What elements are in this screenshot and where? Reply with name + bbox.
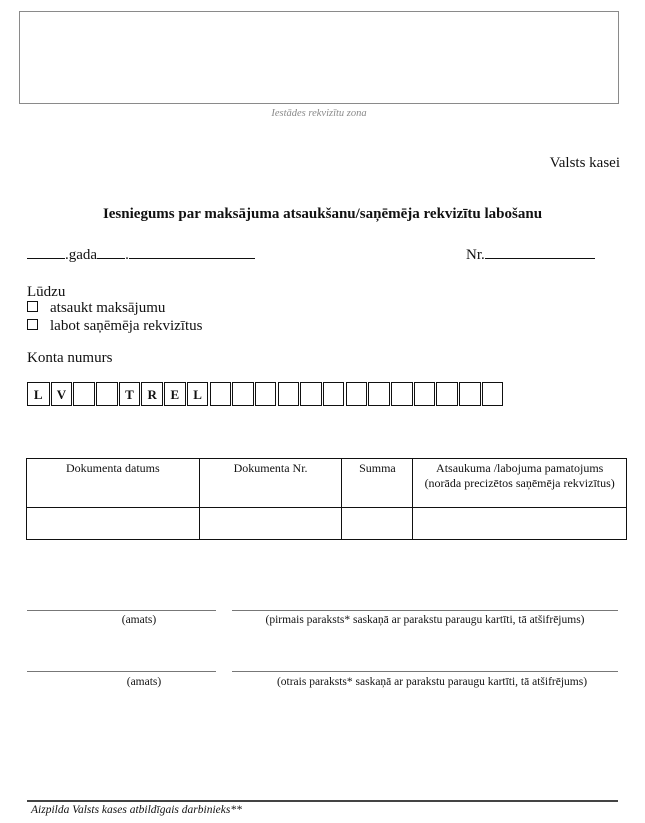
- account-digit-cell[interactable]: L: [28, 382, 50, 406]
- account-digit-cell[interactable]: [346, 382, 368, 406]
- account-digit-cell[interactable]: E: [164, 382, 186, 406]
- footer-note: Aizpilda Valsts kases atbildīgais darbinieks**: [31, 804, 242, 816]
- account-digit-cell[interactable]: R: [141, 382, 163, 406]
- account-digit-cell[interactable]: [414, 382, 436, 406]
- table-row: [27, 508, 627, 540]
- table-cell[interactable]: [199, 508, 342, 540]
- checkbox-icon[interactable]: [27, 301, 38, 312]
- number-label: Nr.: [466, 247, 485, 263]
- account-digit-cell[interactable]: L: [187, 382, 209, 406]
- column-header: Dokumenta datums: [27, 459, 200, 508]
- table-cell[interactable]: [27, 508, 200, 540]
- account-label: Konta numurs: [27, 350, 113, 366]
- documents-table: [26, 458, 627, 540]
- year-label: .gada: [65, 247, 98, 263]
- account-number-cells[interactable]: [27, 382, 503, 406]
- option-label: atsaukt maksājumu: [50, 300, 166, 316]
- table-header-row: [27, 459, 627, 508]
- option-label: labot saņēmēja rekvizītus: [50, 318, 203, 334]
- signature-caption-2: (otrais paraksts* saskaņā ar parakstu paraugu kartīti, tā atšifrējums): [276, 676, 588, 688]
- signature-caption-1: (pirmais paraksts* saskaņā ar parakstu paraugu kartīti, tā atšifrējums): [265, 614, 585, 626]
- number-line: [466, 246, 595, 264]
- account-digit-cell[interactable]: [436, 382, 458, 406]
- account-digit-cell[interactable]: V: [51, 382, 73, 406]
- account-digit-cell[interactable]: [459, 382, 481, 406]
- column-header: Summa: [342, 459, 413, 508]
- option-revoke-payment[interactable]: [27, 300, 165, 317]
- column-header: Dokumenta Nr.: [199, 459, 342, 508]
- account-digit-cell[interactable]: [210, 382, 232, 406]
- table-cell[interactable]: [413, 508, 627, 540]
- year-blank[interactable]: [27, 246, 65, 259]
- account-digit-cell[interactable]: [278, 382, 300, 406]
- position-caption-2: (amats): [126, 676, 162, 688]
- position-line-1[interactable]: [27, 610, 216, 611]
- institution-details-zone: [19, 11, 619, 104]
- recipient: Valsts kasei: [549, 155, 620, 171]
- request-label: Lūdzu: [27, 284, 66, 300]
- option-correct-details[interactable]: [27, 318, 202, 335]
- column-header: Atsaukuma /labojuma pamatojums (norāda precizētos saņēmēja rekvizītus): [413, 459, 627, 508]
- position-caption-1: (amats): [121, 614, 157, 626]
- document-title: Iesniegums par maksājuma atsaukšanu/saņēmēja rekvizītu labošanu: [102, 206, 543, 222]
- signature-line-1[interactable]: [232, 610, 618, 611]
- footer-divider: [27, 800, 618, 802]
- day-blank[interactable]: [97, 246, 125, 259]
- account-digit-cell[interactable]: [482, 382, 504, 406]
- account-digit-cell[interactable]: [323, 382, 345, 406]
- month-blank[interactable]: [129, 246, 255, 259]
- account-digit-cell[interactable]: [232, 382, 254, 406]
- account-digit-cell[interactable]: [300, 382, 322, 406]
- position-line-2[interactable]: [27, 671, 216, 672]
- number-blank[interactable]: [485, 246, 595, 259]
- checkbox-icon[interactable]: [27, 319, 38, 330]
- account-digit-cell[interactable]: [96, 382, 118, 406]
- account-digit-cell[interactable]: [73, 382, 95, 406]
- account-digit-cell[interactable]: [255, 382, 277, 406]
- institution-details-caption: Iestādes rekvizītu zona: [271, 108, 367, 119]
- date-dot: .: [125, 247, 129, 263]
- signature-line-2[interactable]: [232, 671, 618, 672]
- account-digit-cell[interactable]: [391, 382, 413, 406]
- table-cell[interactable]: [342, 508, 413, 540]
- account-digit-cell[interactable]: T: [119, 382, 141, 406]
- date-line: [27, 246, 255, 264]
- account-digit-cell[interactable]: [368, 382, 390, 406]
